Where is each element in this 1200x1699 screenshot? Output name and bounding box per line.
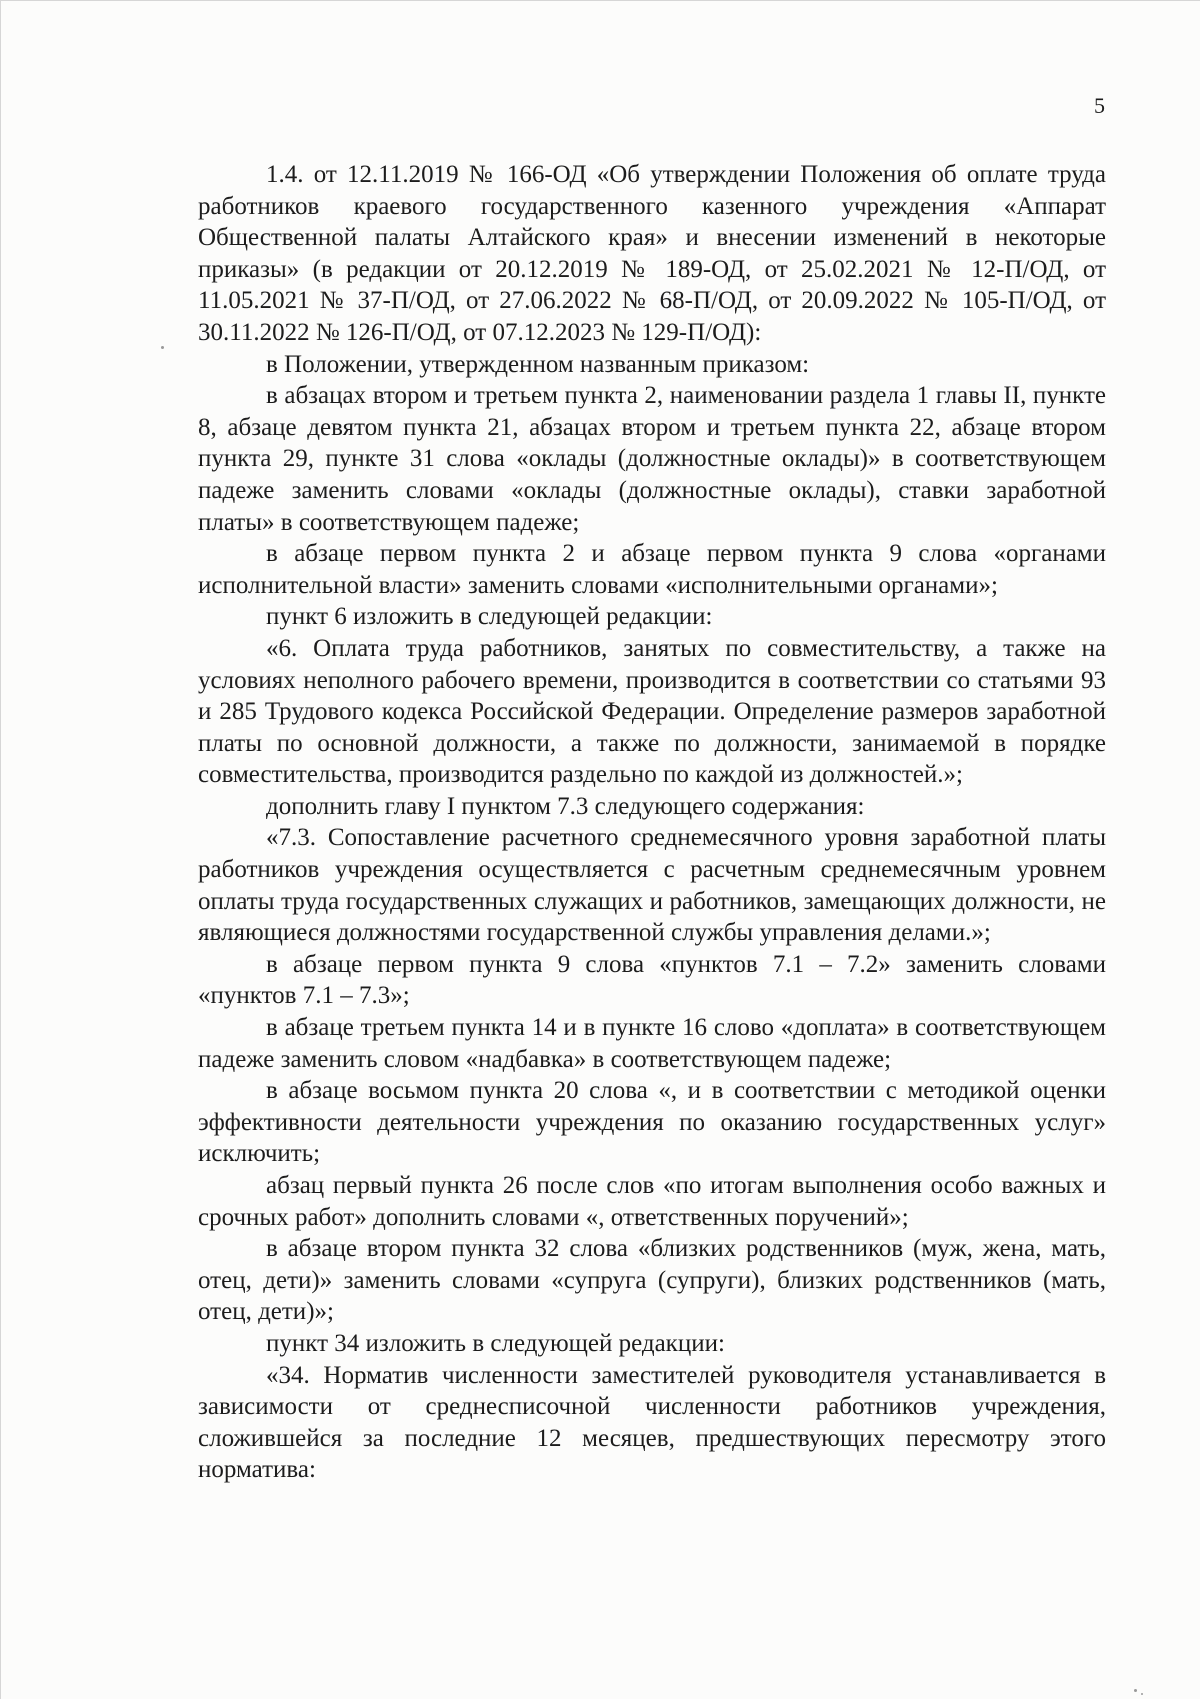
document-body [198,159,1106,1486]
paragraph-item-20-change: в абзаце восьмом пункта 20 слова «, и в соответствии с методикой оценки эффективности деятельности учреждения по оказанию государственных услуг» исключить; [198,1077,1106,1168]
scan-speck [1141,1693,1143,1695]
paragraph-item-7-3-text: «7.3. Сопоставление расчетного среднемесячного уровня заработной платы работников учреждения осуществляется с расчетным среднемесячным уровнем оплаты труда государственных служащих и работников, замещающих должности, не являющиеся должностями государственной службы управления делами.»; [198,824,1106,947]
paragraph-item-34-intro: пункт 34 изложить в следующей редакции: [266,1329,725,1357]
paragraph-item-6-text: «6. Оплата труда работников, занятых по совместительству, а также на условиях неполного рабочего времени, производится в соответствии со статьями 93 и 285 Трудового кодекса Российской Федерации. Определение размеров заработной платы по основной должности, а также по должности, занимаемой в порядке совместительства, производится раздельно по каждой из должностей.»; [198,634,1106,789]
scan-speck [1134,1689,1137,1692]
paragraph-replace-authorities: в абзаце первом пункта 2 и абзаце первом пункта 9 слова «органами исполнительной власти» заменить словами «исполнительными органами»; [198,540,1106,599]
scan-speck [161,346,164,349]
paragraph-item-9-change: в абзаце первом пункта 9 слова «пунктов 7.1 – 7.2» заменить словами «пунктов 7.1 – 7.3»; [198,950,1106,1010]
paragraph-item-26-change: абзац первый пункта 26 после слов «по итогам выполнения особо важных и срочных работ» дополнить словами «, ответственных поручений»; [198,1172,1106,1231]
paragraph-item-14-16-change: в абзаце третьем пункта 14 и в пункте 16 слово «доплата» в соответствующем падеже заменить словом «надбавка» в соответствующем падеже; [198,1014,1106,1073]
paragraph-item-34-text: «34. Норматив численности заместителей руководителя устанавливается в зависимости от среднесписочной численности работников учреждения, сложившейся за последние 12 месяцев, предшествующих пересмотру этого норматива: [198,1361,1106,1484]
page-number: 5 [1094,93,1105,118]
paragraph-1-4: 1.4. от 12.11.2019 № 166-ОД «Об утверждении Положения об оплате труда работников краевого государственного казенного учреждения «Аппарат Общественной палаты Алтайского края» и внесении изменений в некоторые приказы» (в редакции от 20.12.2019 № 189-ОД, от 25.02.2021 № 12-П/ОД, от 11.05.2021 № 37-П/ОД, от 27.06.2022 № 68-П/ОД, от 20.09.2022 № 105-П/ОД, от 30.11.2022 № 126-П/ОД, от 07.12.2023 № 129-П/ОД): [198,161,1106,346]
paragraph-replace-salary-words: в абзацах втором и третьем пункта 2, наименовании раздела 1 главы II, пункте 8, абзаце девятом пункта 21, абзацах втором и третьем пункта 22, абзаце втором пункта 29, пункте 31 слова «оклады (должностные оклады)» в соответствующем падеже заменить словами «оклады (должностные оклады), ставки заработной платы» в соответствующем падеже; [198,382,1106,536]
paragraph-regulation-intro: в Положении, утвержденном названным приказом: [266,350,810,378]
paragraph-item-32-change: в абзаце втором пункта 32 слова «близких родственников (муж, жена, мать, отец, дети)» заменить словами «супруга (супруги), близких родственников (мать, отец, дети)»; [198,1235,1106,1326]
paragraph-add-7-3: дополнить главу I пунктом 7.3 следующего содержания: [266,792,865,820]
paragraph-item-6-intro: пункт 6 изложить в следующей редакции: [266,603,713,631]
